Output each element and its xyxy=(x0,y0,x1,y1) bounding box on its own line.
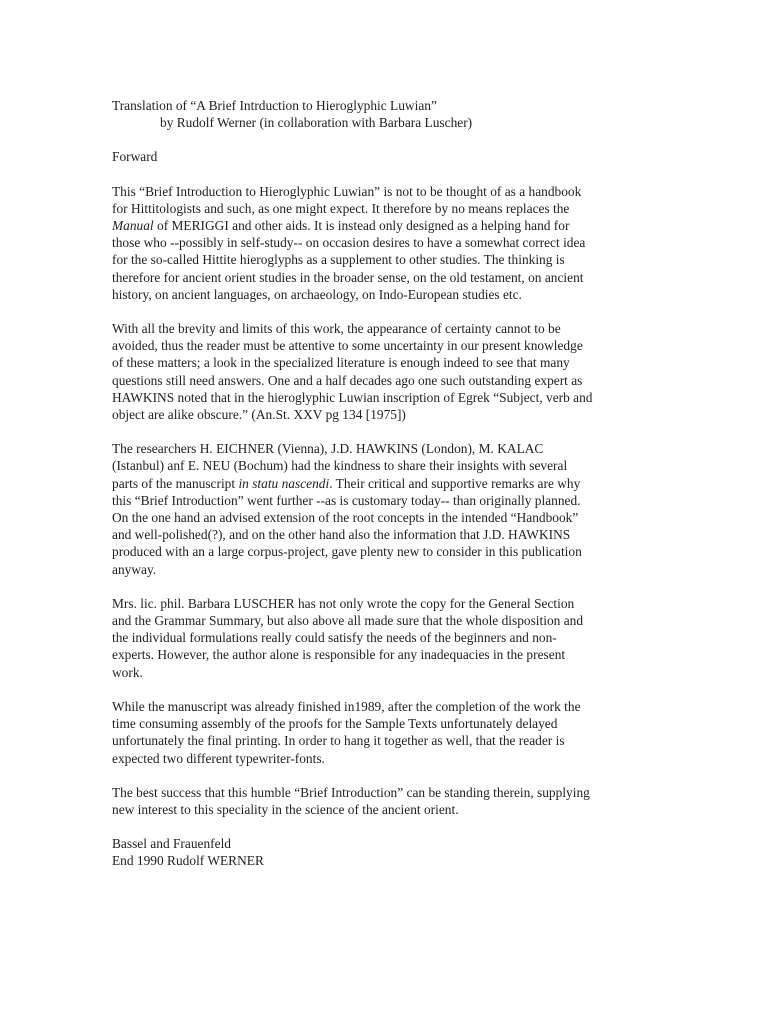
text-line xyxy=(112,750,687,767)
text-line xyxy=(112,698,687,715)
text-line xyxy=(112,732,687,749)
text-segment: questions still need answers. One and a half decades ago one such outstanding expert as xyxy=(112,372,583,388)
text-line xyxy=(112,286,687,303)
paragraph xyxy=(112,440,687,578)
text-segment: On the one hand an advised extension of the root concepts in the intended “Handbook” xyxy=(112,510,579,526)
text-segment: of these matters; a look in the specialized literature is enough indeed to see that many xyxy=(112,355,570,371)
text-segment: While the manuscript was already finished in1989, after the completion of the work the xyxy=(112,698,581,714)
paragraph xyxy=(112,595,687,681)
text-line xyxy=(112,526,687,543)
document-header xyxy=(112,97,687,131)
text-segment: The researchers H. EICHNER (Vienna), J.D. HAWKINS (London), M. KALAC xyxy=(112,441,544,457)
text-line xyxy=(112,440,687,457)
italic-text: Manual xyxy=(112,218,154,234)
text-segment: This “Brief Introduction to Hieroglyphic Luwian” is not to be thought of as a handbook xyxy=(112,183,582,199)
text-line xyxy=(112,715,687,732)
text-line xyxy=(112,492,687,509)
text-segment: anyway. xyxy=(112,561,157,577)
text-segment: object are alike obscure.” (An.St. XXV pg 134 [1975]) xyxy=(112,407,406,423)
text-segment: new interest to this speciality in the science of the ancient orient. xyxy=(112,801,459,817)
text-segment: parts of the manuscript xyxy=(112,475,239,491)
text-line xyxy=(112,664,687,681)
text-line xyxy=(112,646,687,663)
text-segment: this “Brief Introduction” went further --as is customary today-- than originally planned. xyxy=(112,492,581,508)
text-segment: The best success that this humble “Brief Introduction” can be standing therein, supplying xyxy=(112,784,590,800)
text-segment: . Their critical and supportive remarks are why xyxy=(329,475,581,491)
text-segment: work. xyxy=(112,664,143,680)
text-segment: avoided, thus the reader must be attentive to some uncertainty in our present knowledge xyxy=(112,338,583,354)
text-line xyxy=(112,234,687,251)
paragraph xyxy=(112,320,687,423)
text-line xyxy=(112,389,687,406)
text-segment: and well-polished(?), and on the other hand also the information that J.D. HAWKINS xyxy=(112,527,571,543)
signature-block xyxy=(112,835,687,869)
text-segment: therefore for ancient orient studies in the broader sense, on the old testament, on ancient xyxy=(112,269,584,285)
text-line xyxy=(112,320,687,337)
body-text xyxy=(112,183,687,819)
text-line xyxy=(112,269,687,286)
text-segment: experts. However, the author alone is responsible for any inadequacies in the present xyxy=(112,647,566,663)
text-line xyxy=(112,801,687,818)
text-line xyxy=(112,406,687,423)
section-heading: Forward xyxy=(112,149,158,165)
text-segment: history, on ancient languages, on archaeology, on Indo-European studies etc. xyxy=(112,286,522,302)
text-line xyxy=(112,183,687,200)
text-line xyxy=(112,629,687,646)
signature-date-author: End 1990 Rudolf WERNER xyxy=(112,853,264,869)
text-segment: for Hittitologists and such, as one might expect. It therefore by no means replaces the xyxy=(112,200,570,216)
text-line xyxy=(112,354,687,371)
document-page xyxy=(112,97,687,870)
text-segment: expected two different typewriter-fonts. xyxy=(112,750,325,766)
text-line xyxy=(112,251,687,268)
text-line xyxy=(112,509,687,526)
paragraph xyxy=(112,183,687,303)
text-segment: HAWKINS noted that in the hieroglyphic Luwian inscription of Egrek “Subject, verb and xyxy=(112,389,593,405)
text-line xyxy=(112,457,687,474)
text-line xyxy=(112,543,687,560)
text-line xyxy=(112,612,687,629)
text-segment: of MERIGGI and other aids. It is instead only designed as a helping hand for xyxy=(153,218,570,234)
text-segment: With all the brevity and limits of this work, the appearance of certainty cannot to be xyxy=(112,321,561,337)
text-segment: those who --possibly in self-study-- on occasion desires to have a somewhat correct idea xyxy=(112,235,586,251)
document-byline: by Rudolf Werner (in collaboration with Barbara Luscher) xyxy=(160,115,473,131)
italic-text: in statu nascendi xyxy=(238,475,330,491)
text-line xyxy=(112,784,687,801)
text-segment: the individual formulations really could satisfy the needs of the beginners and non- xyxy=(112,630,557,646)
text-line xyxy=(112,475,687,492)
text-segment: for the so-called Hittite hieroglyphs as a supplement to other studies. The thinking is xyxy=(112,252,565,268)
text-line xyxy=(112,217,687,234)
text-line xyxy=(112,372,687,389)
document-title: Translation of “A Brief Intrduction to Hieroglyphic Luwian” xyxy=(112,98,437,113)
paragraph xyxy=(112,698,687,767)
text-segment: unfortunately the final printing. In order to hang it together as well, that the reader is xyxy=(112,733,565,749)
text-line xyxy=(112,337,687,354)
text-segment: Mrs. lic. phil. Barbara LUSCHER has not only wrote the copy for the General Section xyxy=(112,595,575,611)
text-segment: produced with an a large corpus-project, gave plenty new to consider in this publication xyxy=(112,544,582,560)
signature-place: Bassel and Frauenfeld xyxy=(112,836,231,852)
text-line xyxy=(112,561,687,578)
text-segment: time consuming assembly of the proofs for the Sample Texts unfortunately delayed xyxy=(112,716,558,732)
text-line xyxy=(112,595,687,612)
paragraph xyxy=(112,784,687,818)
text-segment: (Istanbul) anf E. NEU (Bochum) had the kindness to share their insights with several xyxy=(112,458,568,474)
text-segment: and the Grammar Summary, but also above all made sure that the whole disposition and xyxy=(112,613,584,629)
text-line xyxy=(112,200,687,217)
